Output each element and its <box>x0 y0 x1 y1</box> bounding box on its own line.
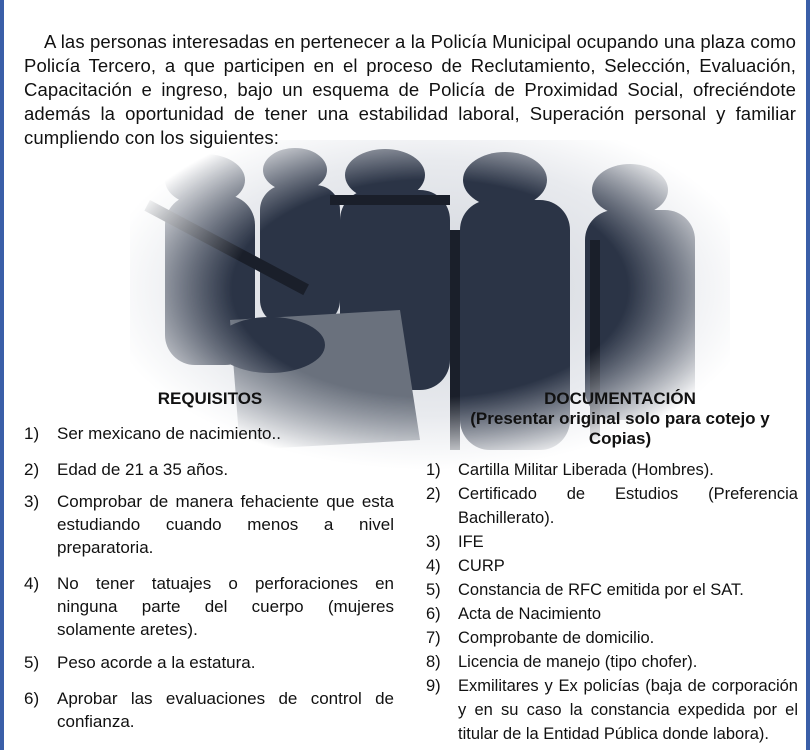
item-number: 7) <box>426 629 441 647</box>
item-number: 1) <box>426 461 441 479</box>
item-text: Licencia de manejo (tipo chofer). <box>458 653 698 671</box>
item-text: Peso acorde a la estatura. <box>57 653 256 672</box>
item-number: 3) <box>426 533 441 551</box>
list-item <box>24 490 394 559</box>
documentacion-subtitle: (Presentar original solo para cotejo y Copias) <box>470 409 770 448</box>
item-text: Exmilitares y Ex policías (baja de corporación y en su caso la constancia expedida por el titular de la Entidad Pública donde labora). <box>458 677 798 743</box>
item-text: Acta de Nacimiento <box>458 605 602 623</box>
list-item <box>426 578 798 602</box>
item-text: Constancia de RFC emitida por el SAT. <box>458 581 744 599</box>
item-number: 4) <box>426 557 441 575</box>
item-number: 5) <box>24 653 40 672</box>
item-text: CURP <box>458 557 505 575</box>
list-item <box>426 674 798 746</box>
intro-paragraph <box>24 30 796 150</box>
list-item <box>24 651 394 674</box>
list-item <box>24 422 394 445</box>
item-text: Comprobante de domicilio. <box>458 629 655 647</box>
list-item <box>24 572 394 641</box>
documentacion-list <box>426 458 798 746</box>
item-number: 9) <box>426 677 441 695</box>
documentacion-title: DOCUMENTACIÓN <box>544 389 696 408</box>
item-text: Edad de 21 a 35 años. <box>57 460 229 479</box>
item-number: 8) <box>426 653 441 671</box>
item-text: Certificado de Estudios (Preferencia Bachillerato). <box>458 485 798 527</box>
item-number: 5) <box>426 581 441 599</box>
item-number: 4) <box>24 574 40 593</box>
item-number: 3) <box>24 492 40 511</box>
intro-text: A las personas interesadas en pertenecer a la Policía Municipal ocupando una plaza como Policía Tercero, a que participen en el proceso de Reclutamiento, Selección, Evaluación, Capacitación e ingreso, bajo un esquema de Policía de Proximidad Social, ofreciéndote además la oportunidad de tener una estabilidad laboral, Superación personal y familiar cumpliendo con los siguientes: <box>24 31 796 148</box>
item-number: 1) <box>24 424 40 443</box>
list-item <box>24 458 394 481</box>
item-number: 6) <box>426 605 441 623</box>
item-text: Aprobar las evaluaciones de control de confianza. <box>57 689 394 731</box>
requisitos-list <box>24 422 394 733</box>
item-number: 2) <box>24 460 40 479</box>
item-text: IFE <box>458 533 484 551</box>
list-item <box>426 530 798 554</box>
documentacion-heading <box>440 389 800 449</box>
list-item <box>426 626 798 650</box>
item-number: 6) <box>24 689 40 708</box>
list-item <box>426 602 798 626</box>
item-text: Ser mexicano de nacimiento.. <box>57 424 281 443</box>
list-item <box>426 554 798 578</box>
list-item <box>24 687 394 733</box>
list-item <box>426 650 798 674</box>
item-text: No tener tatuajes o perforaciones en ninguna parte del cuerpo (mujeres solamente aretes). <box>57 574 394 639</box>
item-number: 2) <box>426 485 441 503</box>
requisitos-title: REQUISITOS <box>157 389 263 408</box>
list-item <box>426 458 798 482</box>
item-text: Comprobar de manera fehaciente que esta estudiando cuando menos a nivel preparatoria. <box>57 492 394 557</box>
item-text: Cartilla Militar Liberada (Hombres). <box>458 461 714 479</box>
list-item <box>426 482 798 530</box>
